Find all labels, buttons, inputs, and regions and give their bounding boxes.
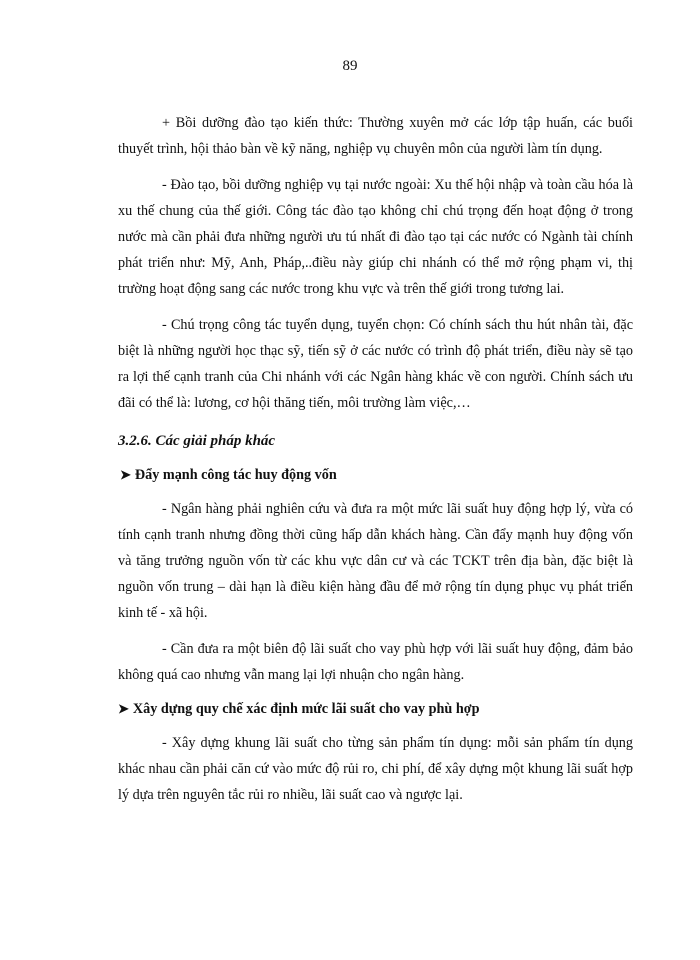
- arrow-bullet-icon: ➤: [118, 701, 129, 716]
- subheading-interest-rate-regulation: [118, 696, 633, 722]
- arrow-bullet-icon: ➤: [120, 467, 131, 482]
- paragraph-lending-margin: - Cần đưa ra một biên độ lãi suất cho vay phù hợp với lãi suất huy động, đảm bảo không quá cao nhưng vẫn mang lại lợi nhuận cho ngân hàng.: [118, 641, 633, 683]
- page-number: 89: [342, 58, 358, 74]
- section-heading: 3.2.6. Các giải pháp khác: [118, 433, 276, 449]
- body-text: [118, 110, 633, 808]
- paragraph-training-knowledge: + Bồi dưỡng đào tạo kiến thức: Thường xuyên mở các lớp tập huấn, các buổi thuyết trình, hội thảo bàn về kỹ năng, nghiệp vụ chuyên môn của người làm tín dụng.: [118, 115, 633, 157]
- subheading-capital-mobilization-label: Đẩy mạnh công tác huy động vốn: [134, 467, 337, 483]
- subheading-interest-rate-regulation-label: Xây dựng quy chế xác định mức lãi suất cho vay phù hợp: [132, 701, 480, 717]
- paragraph-rate-framework: - Xây dựng khung lãi suất cho từng sản phẩm tín dụng: mỗi sản phẩm tín dụng khác nhau cần phải căn cứ vào mức độ rủi ro, chi phí, để xây dựng một khung lãi suất hợp lý dựa trên nguyên tắc rủi ro nhiều, lãi suất cao và ngược lại.: [118, 735, 633, 803]
- paragraph-deposit-rate: - Ngân hàng phải nghiên cứu và đưa ra một mức lãi suất huy động hợp lý, vừa có tính cạnh tranh nhưng đồng thời cũng hấp dẫn khách hàng. Cần đẩy mạnh huy động vốn và tăng trưởng nguồn vốn từ các khu vực dân cư và các TCKT trên địa bàn, đặc biệt là nguồn vốn trung – dài hạn là điều kiện hàng đầu để mở rộng tín dụng phục vụ phát triển kinh tế - xã hội.: [118, 501, 633, 621]
- subheading-capital-mobilization: [118, 462, 633, 488]
- paragraph-training-abroad: - Đào tạo, bồi dưỡng nghiệp vụ tại nước ngoài: Xu thế hội nhập và toàn cầu hóa là xu thế chung của thế giới. Công tác đào tạo không chỉ chú trọng đến hoạt động ở trong nước mà cần phải đưa những người ưu tú nhất đi đào tạo tại các nước có Ngành tài chính phát triển như: Mỹ, Anh, Pháp,..điều này giúp chi nhánh có thể mở rộng phạm vi, thị trường hoạt động sang các nước trong khu vực và trên thế giới trong tương lai.: [118, 177, 633, 297]
- paragraph-recruitment: - Chú trọng công tác tuyển dụng, tuyển chọn: Có chính sách thu hút nhân tài, đặc biệt là những người học thạc sỹ, tiến sỹ ở các nước có trình độ phát triển, điều này sẽ tạo ra lợi thế cạnh tranh của Chi nhánh với các Ngân hàng khác về con người. Chính sách ưu đãi có thể là: lương, cơ hội thăng tiến, môi trường làm việc,…: [118, 317, 633, 411]
